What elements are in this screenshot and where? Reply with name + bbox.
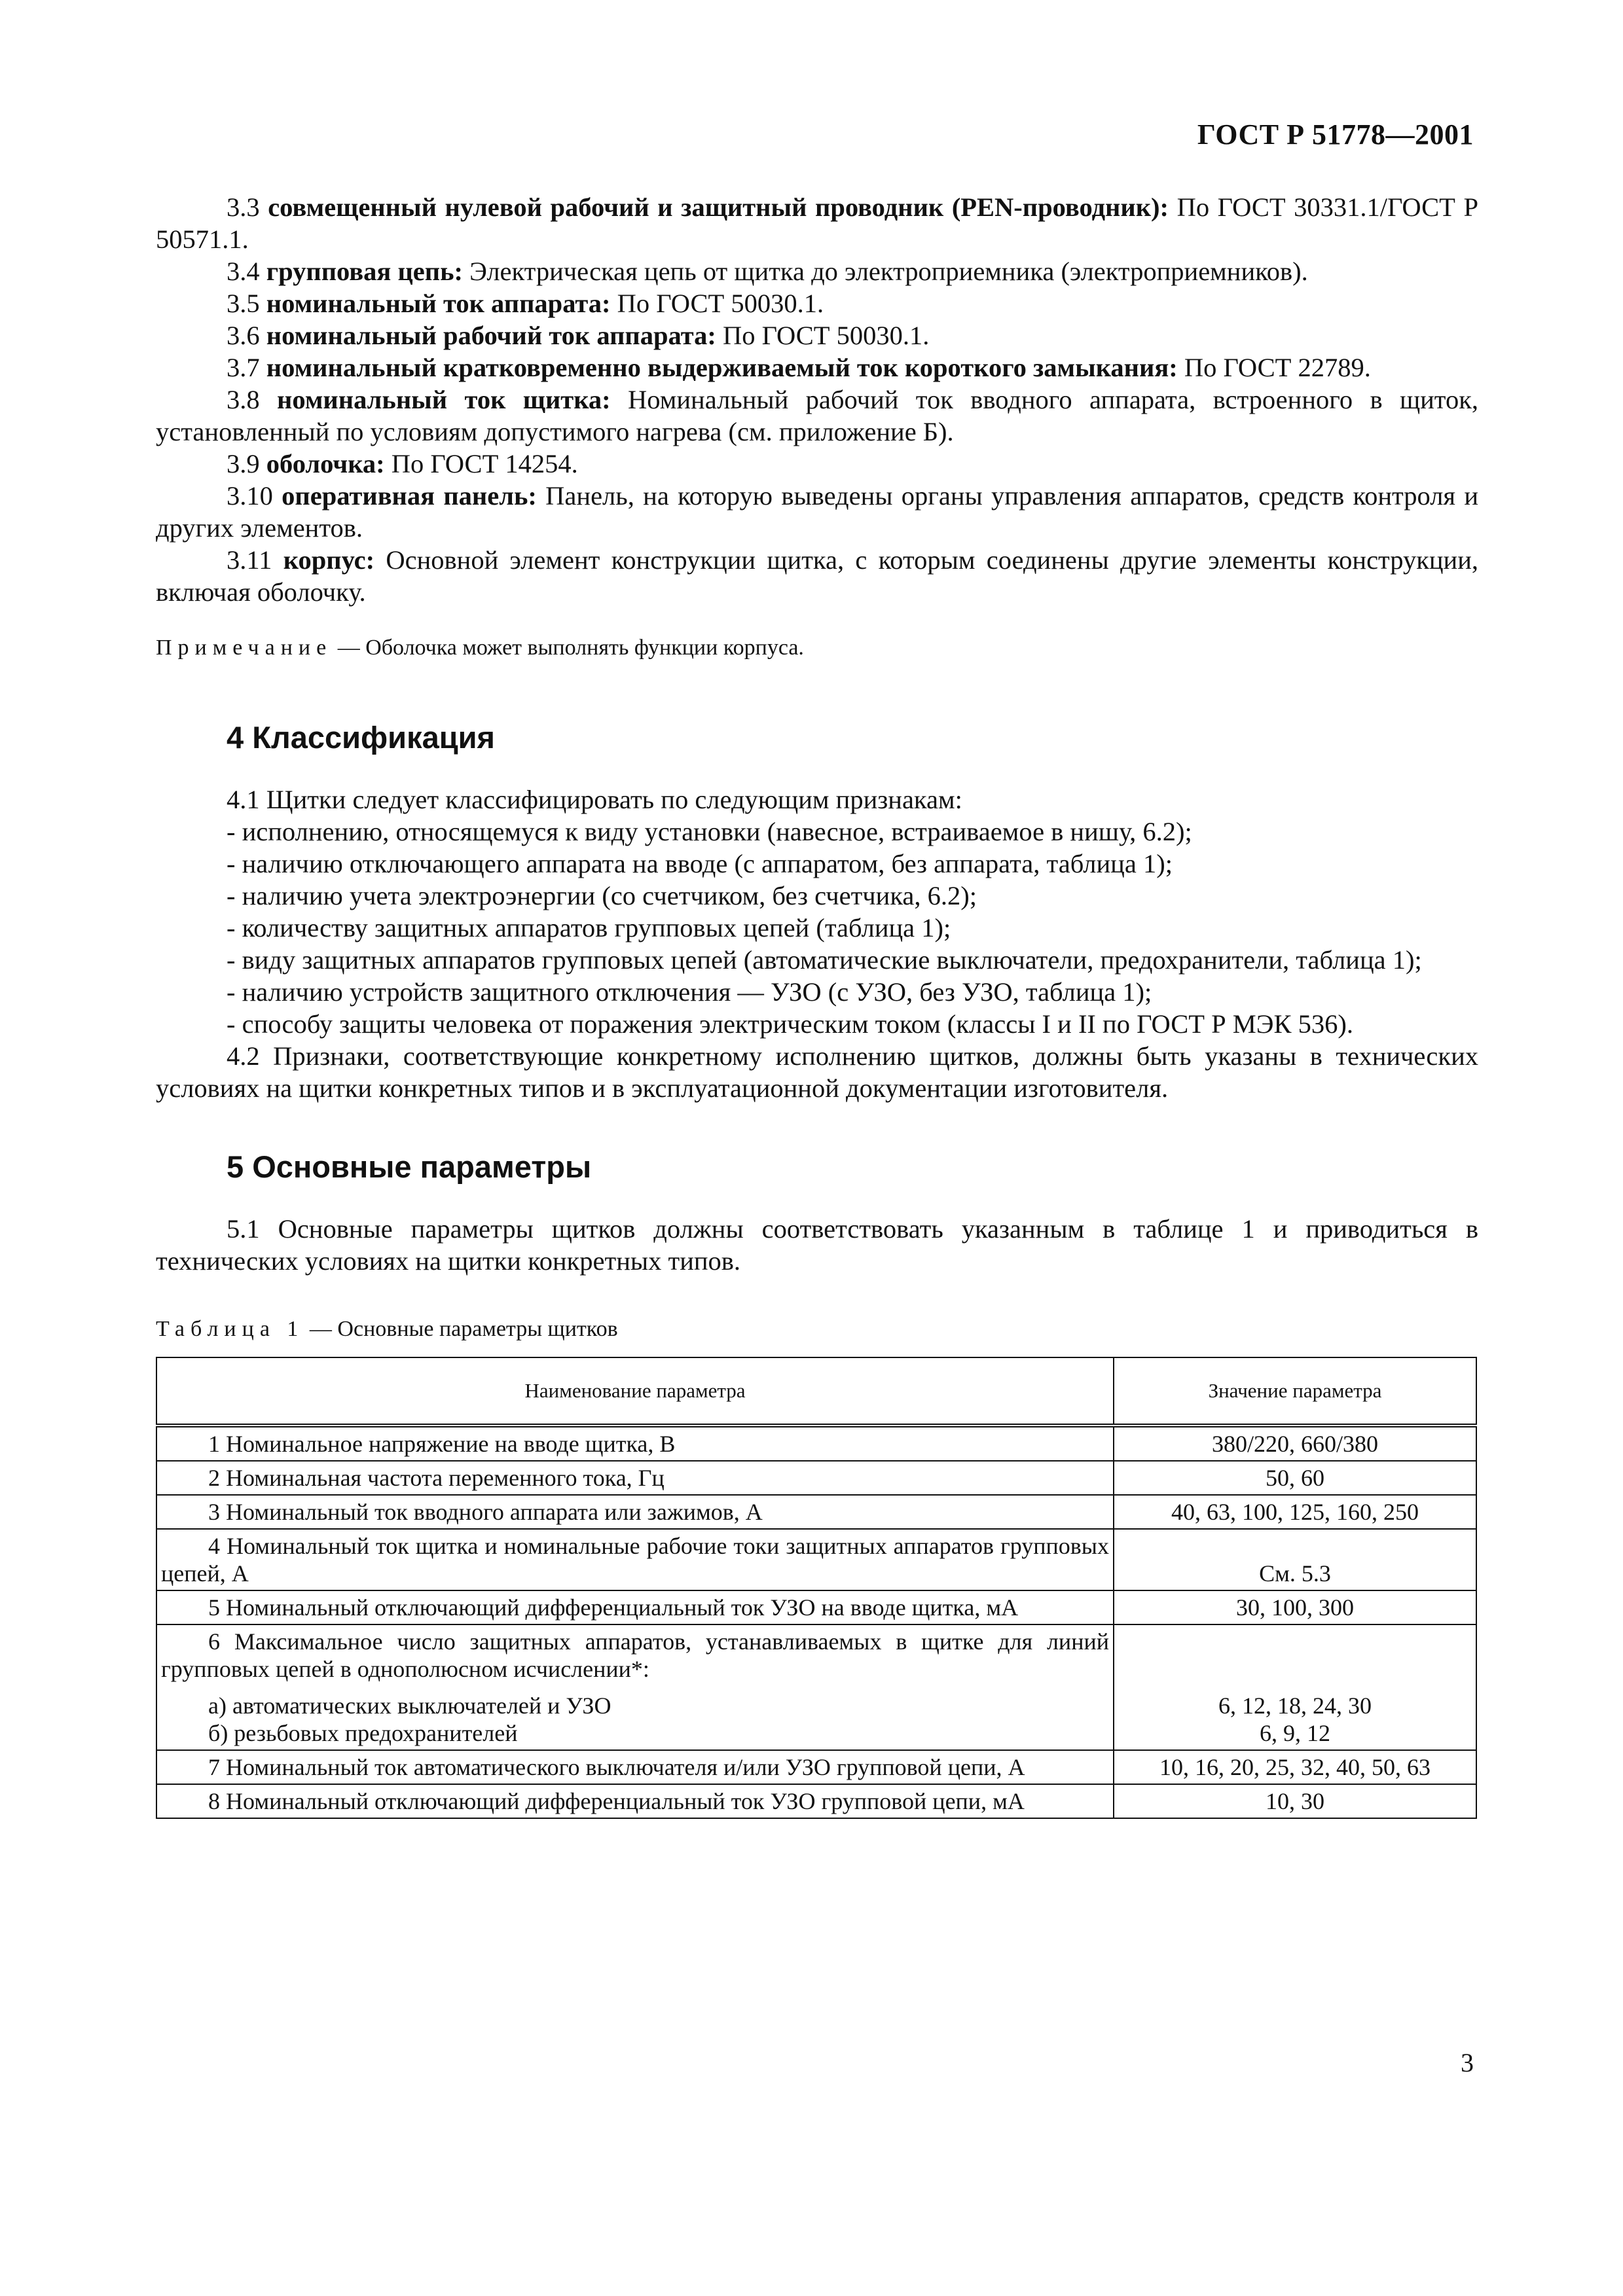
definition-3-5: 3.5 номинальный ток аппарата: По ГОСТ 50030.1. <box>227 289 824 318</box>
table-caption-text: — Основные параметры щитков <box>309 1317 618 1341</box>
parameter-value: 380/220, 660/380 <box>1114 1426 1476 1461</box>
parameter-name: 1 Номинальное напряжение на вводе щитка, В <box>208 1431 676 1457</box>
parameter-name: 2 Номинальная частота переменного тока, Гц <box>208 1465 665 1491</box>
table-row <box>156 1495 1476 1529</box>
classification-item: - наличию устройств защитного отключения — УЗО (с УЗО, без УЗО, таблица 1); <box>227 977 1152 1007</box>
parameter-value: 50, 60 <box>1114 1461 1476 1495</box>
parameter-value: 40, 63, 100, 125, 160, 250 <box>1114 1495 1476 1529</box>
definition-3-4: 3.4 групповая цепь: Электрическая цепь от щитка до электроприемника (электроприемников). <box>227 257 1308 286</box>
table-row <box>156 1426 1476 1461</box>
paragraph-5-1: 5.1 Основные параметры щитков должны соответствовать указанным в таблице 1 и приводиться в технических условиях на щитки конкретных типов. <box>156 1214 1478 1276</box>
page-number: 3 <box>1461 2048 1474 2077</box>
note-label: Примечание <box>156 636 333 660</box>
classification-item: - виду защитных аппаратов групповых цепей (автоматические выключатели, предохранители, таблица 1); <box>227 945 1422 975</box>
classification-item: - наличию учета электроэнергии (со счетчиком, без счетчика, 6.2); <box>227 881 977 910</box>
parameter-name: 6 Максимальное число защитных аппаратов, устанавливаемых в щитке для линий групповых цепей в однополюсном исчислении*: <box>161 1628 1109 1682</box>
definition-3-9: 3.9 оболочка: По ГОСТ 14254. <box>227 449 578 478</box>
definition-3-8: 3.8 номинальный ток щитка: Номинальный рабочий ток вводного аппарата, встроенного в щиток, установленный по условиям допустимого нагрева (см. приложение Б). <box>156 385 1479 446</box>
paragraph-4-1: 4.1 Щитки следует классифицировать по следующим признакам: <box>227 785 962 814</box>
definition-3-11: 3.11 корпус: Основной элемент конструкции щитка, с которым соединены другие элементы конструкции, включая оболочку. <box>156 545 1479 607</box>
table-row <box>156 1784 1476 1818</box>
parameter-subitem-b: б) резьбовых предохранителей <box>208 1720 518 1746</box>
parameter-value: 30, 100, 300 <box>1114 1590 1476 1624</box>
parameter-value-b: 6, 9, 12 <box>1260 1720 1330 1746</box>
parameter-value: 10, 30 <box>1114 1784 1476 1818</box>
parameter-name: 7 Номинальный ток автоматического выключателя и/или УЗО групповой цепи, А <box>208 1754 1025 1780</box>
parameter-name: 5 Номинальный отключающий дифференциальный ток УЗО на вводе щитка, мА <box>208 1594 1019 1621</box>
parameter-value: См. 5.3 <box>1114 1529 1476 1590</box>
column-header-parameter: Наименование параметра <box>156 1357 1114 1426</box>
paragraph-4-2: 4.2 Признаки, соответствующие конкретному исполнению щитков, должны быть указаны в технических условиях на щитки конкретных типов и в эксплуатационной документации изготовителя. <box>156 1041 1478 1103</box>
classification-item: - количеству защитных аппаратов групповых цепей (таблица 1); <box>227 913 951 942</box>
table-row <box>156 1529 1476 1590</box>
section-5-heading: 5 Основные параметры <box>227 1149 592 1184</box>
table-caption <box>156 1316 1478 1342</box>
parameter-subitem-a: а) автоматических выключателей и УЗО <box>208 1693 611 1719</box>
table-row <box>156 1750 1476 1784</box>
definition-3-3: 3.3 совмещенный нулевой рабочий и защитный проводник (PEN-проводник): По ГОСТ 30331.1/ГОСТ Р 50571.1. <box>156 192 1478 254</box>
classification-item: - наличию отключающего аппарата на вводе (с аппаратом, без аппарата, таблица 1); <box>227 849 1173 878</box>
definition-3-6: 3.6 номинальный рабочий ток аппарата: По ГОСТ 50030.1. <box>227 321 930 350</box>
parameter-name: 8 Номинальный отключающий дифференциальный ток УЗО групповой цепи, мА <box>208 1788 1025 1814</box>
table-row <box>156 1461 1476 1495</box>
classification-item: - способу защиты человека от поражения электрическим током (классы I и II по ГОСТ Р МЭК 536). <box>227 1009 1354 1039</box>
table-caption-label: Таблица 1 <box>156 1317 304 1341</box>
definition-3-7: 3.7 номинальный кратковременно выдерживаемый ток короткого замыкания: По ГОСТ 22789. <box>227 353 1371 382</box>
section-4-heading: 4 Классификация <box>227 720 495 755</box>
note-text: — Оболочка может выполнять функции корпуса. <box>337 636 804 660</box>
table-row <box>156 1590 1476 1624</box>
parameter-name: 4 Номинальный ток щитка и номинальные рабочие токи защитных аппаратов групповых цепей, А <box>161 1533 1109 1587</box>
parameter-value-a: 6, 12, 18, 24, 30 <box>1218 1693 1372 1719</box>
parameter-name: 3 Номинальный ток вводного аппарата или зажимов, А <box>208 1499 763 1525</box>
definition-3-10: 3.10 оперативная панель: Панель, на которую выведены органы управления аппаратов, средств контроля и других элементов. <box>156 481 1479 543</box>
column-header-value: Значение параметра <box>1114 1357 1476 1426</box>
note <box>156 634 1478 662</box>
classification-item: - исполнению, относящемуся к виду установки (навесное, встраиваемое в нишу, 6.2); <box>227 817 1192 846</box>
table-header-row <box>156 1357 1476 1426</box>
parameter-value: 10, 16, 20, 25, 32, 40, 50, 63 <box>1114 1750 1476 1784</box>
page-content <box>156 191 1478 1819</box>
document-code: ГОСТ Р 51778—2001 <box>1197 118 1474 151</box>
table-row <box>156 1624 1476 1750</box>
parameters-table <box>156 1357 1477 1819</box>
